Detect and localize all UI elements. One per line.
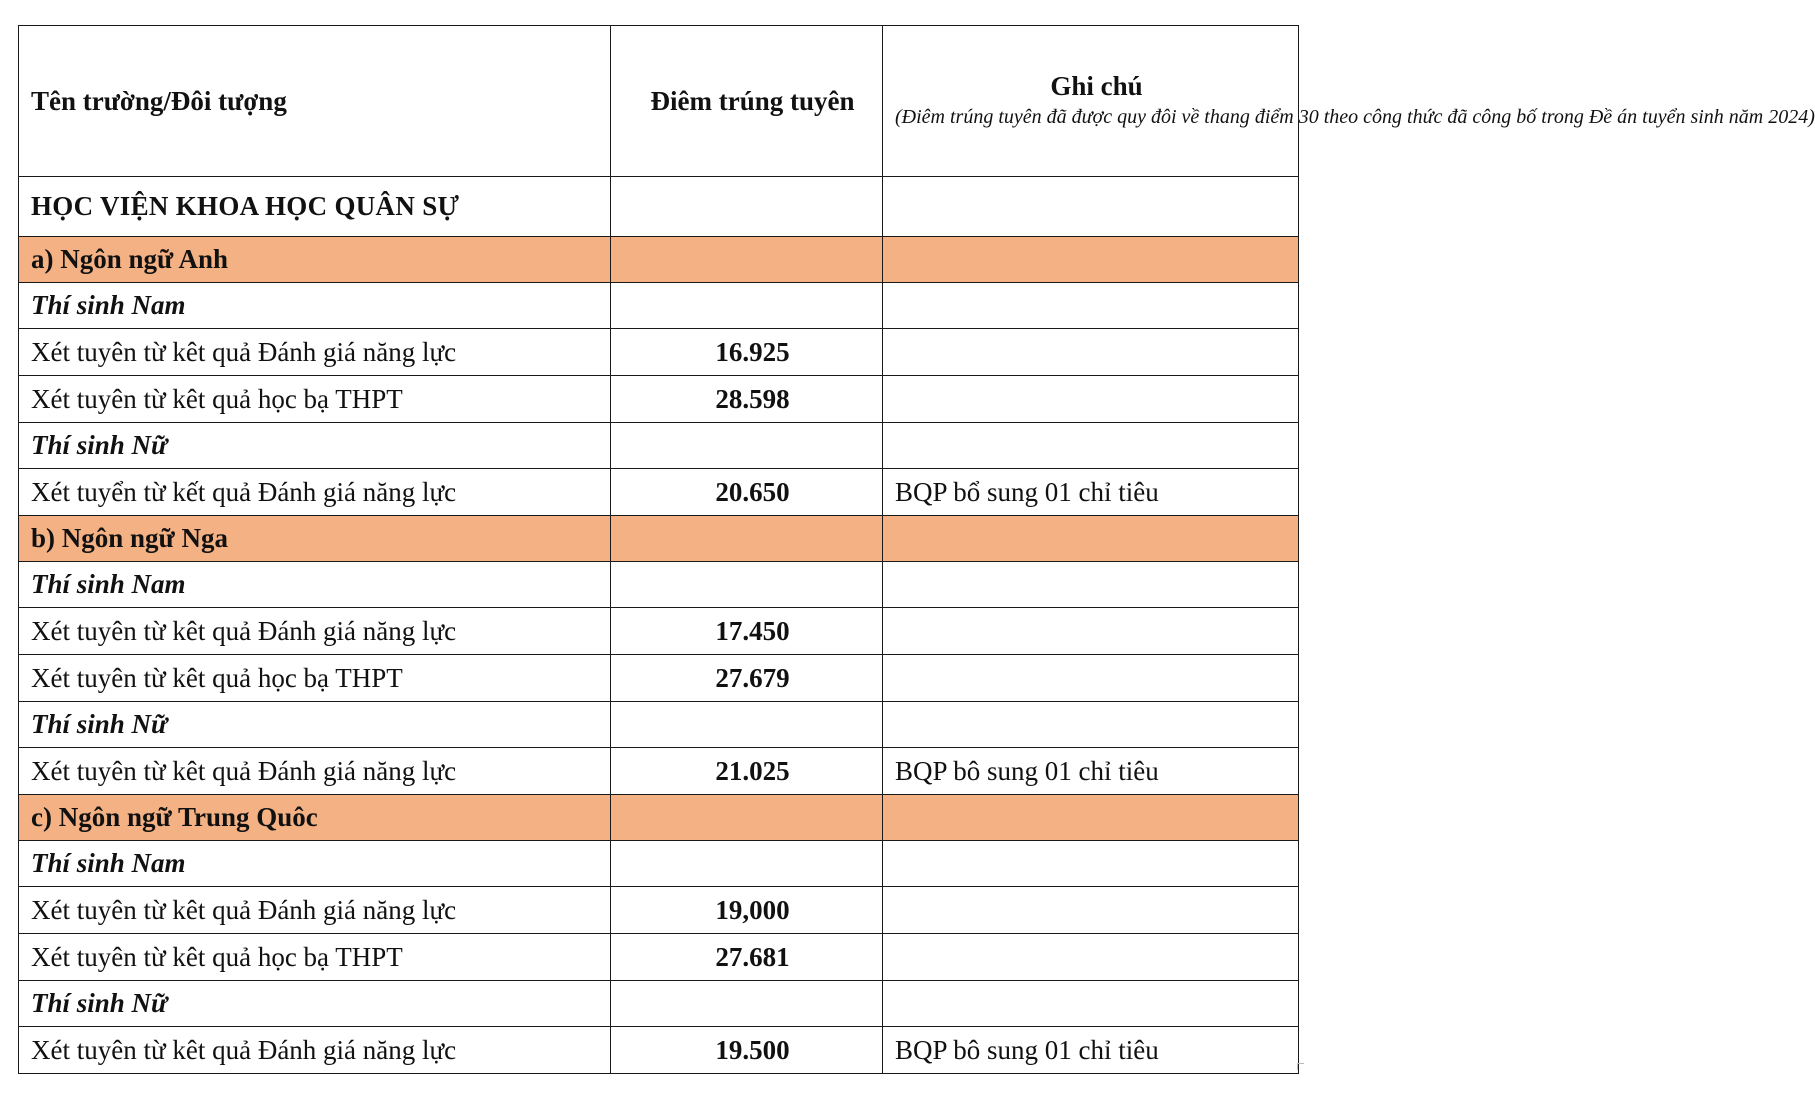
score-value: 17.450 <box>611 608 883 655</box>
method-name: Xét tuyên từ kêt quả Đánh giá năng lực <box>19 748 611 795</box>
note-text: BQP bổ sung 01 chỉ tiêu <box>883 469 1299 516</box>
header-score: Điêm trúng tuyên <box>611 26 883 177</box>
group-row <box>19 283 1299 329</box>
empty-cell <box>883 562 1299 608</box>
score-value: 19,000 <box>611 887 883 934</box>
school-row <box>19 177 1299 237</box>
note-text <box>883 376 1299 423</box>
group-label: Thí sinh Nữ <box>19 981 611 1027</box>
group-row <box>19 562 1299 608</box>
table-row <box>19 934 1299 981</box>
empty-cell <box>611 283 883 329</box>
method-name: Xét tuyên từ kêt quả Đánh giá năng lực <box>19 329 611 376</box>
header-note-title: Ghi chú <box>1050 71 1143 101</box>
empty-cell <box>611 423 883 469</box>
empty-cell <box>611 237 883 283</box>
score-value: 19.500 <box>611 1027 883 1074</box>
note-text: BQP bô sung 01 chỉ tiêu <box>883 1027 1299 1074</box>
note-text <box>883 934 1299 981</box>
empty-cell <box>611 702 883 748</box>
note-text <box>883 655 1299 702</box>
score-value: 27.681 <box>611 934 883 981</box>
note-text <box>883 887 1299 934</box>
group-label: Thí sinh Nam <box>19 841 611 887</box>
table-row <box>19 469 1299 516</box>
note-text <box>883 608 1299 655</box>
group-label: Thí sinh Nữ <box>19 702 611 748</box>
empty-cell <box>883 841 1299 887</box>
empty-cell <box>611 981 883 1027</box>
group-label: Thí sinh Nam <box>19 283 611 329</box>
group-row <box>19 702 1299 748</box>
method-name: Xét tuyên từ kêt quả Đánh giá năng lực <box>19 887 611 934</box>
score-value: 21.025 <box>611 748 883 795</box>
empty-cell <box>883 702 1299 748</box>
header-note <box>883 26 1815 177</box>
empty-cell <box>611 562 883 608</box>
empty-cell <box>883 516 1299 562</box>
table-row <box>19 887 1299 934</box>
score-value: 28.598 <box>611 376 883 423</box>
table-row <box>19 748 1299 795</box>
empty-cell <box>883 981 1299 1027</box>
method-name: Xét tuyên từ kêt quả học bạ THPT <box>19 934 611 981</box>
group-row <box>19 841 1299 887</box>
section-title: c) Ngôn ngữ Trung Quôc <box>19 795 611 841</box>
empty-cell <box>883 423 1299 469</box>
empty-cell <box>883 283 1299 329</box>
score-value: 16.925 <box>611 329 883 376</box>
corner-mark <box>1297 1063 1304 1070</box>
empty-cell <box>883 795 1299 841</box>
table-row <box>19 608 1299 655</box>
group-row <box>19 423 1299 469</box>
header-note-subtitle: (Điêm trúng tuyên đã được quy đôi về thang điểm 30 theo công thức đã công bố trong Đề án tuyển sinh năm 2024) <box>895 106 1815 128</box>
admission-score-table <box>18 25 1815 1074</box>
header-name: Tên trường/Đôi tượng <box>19 26 611 177</box>
table-row <box>19 376 1299 423</box>
method-name: Xét tuyên từ kêt quả Đánh giá năng lực <box>19 608 611 655</box>
method-name: Xét tuyên từ kêt quả học bạ THPT <box>19 376 611 423</box>
group-row <box>19 981 1299 1027</box>
table-header-row <box>19 26 1299 177</box>
method-name: Xét tuyên từ kêt quả Đánh giá năng lực <box>19 1027 611 1074</box>
note-text: BQP bô sung 01 chỉ tiêu <box>883 748 1299 795</box>
table-body <box>19 177 1299 1074</box>
empty-cell <box>611 841 883 887</box>
score-value: 20.650 <box>611 469 883 516</box>
method-name: Xét tuyên từ kêt quả học bạ THPT <box>19 655 611 702</box>
empty-cell <box>611 177 883 237</box>
table-row <box>19 655 1299 702</box>
empty-cell <box>883 237 1299 283</box>
empty-cell <box>611 516 883 562</box>
empty-cell <box>611 795 883 841</box>
group-label: Thí sinh Nữ <box>19 423 611 469</box>
section-row <box>19 795 1299 841</box>
table-row <box>19 1027 1299 1074</box>
section-row <box>19 516 1299 562</box>
group-label: Thí sinh Nam <box>19 562 611 608</box>
score-value: 27.679 <box>611 655 883 702</box>
method-name: Xét tuyển từ kết quả Đánh giá năng lực <box>19 469 611 516</box>
table-row <box>19 329 1299 376</box>
section-row <box>19 237 1299 283</box>
section-title: a) Ngôn ngữ Anh <box>19 237 611 283</box>
school-name: HỌC VIỆN KHOA HỌC QUÂN SỰ <box>19 177 611 237</box>
empty-cell <box>883 177 1299 237</box>
section-title: b) Ngôn ngữ Nga <box>19 516 611 562</box>
note-text <box>883 329 1299 376</box>
